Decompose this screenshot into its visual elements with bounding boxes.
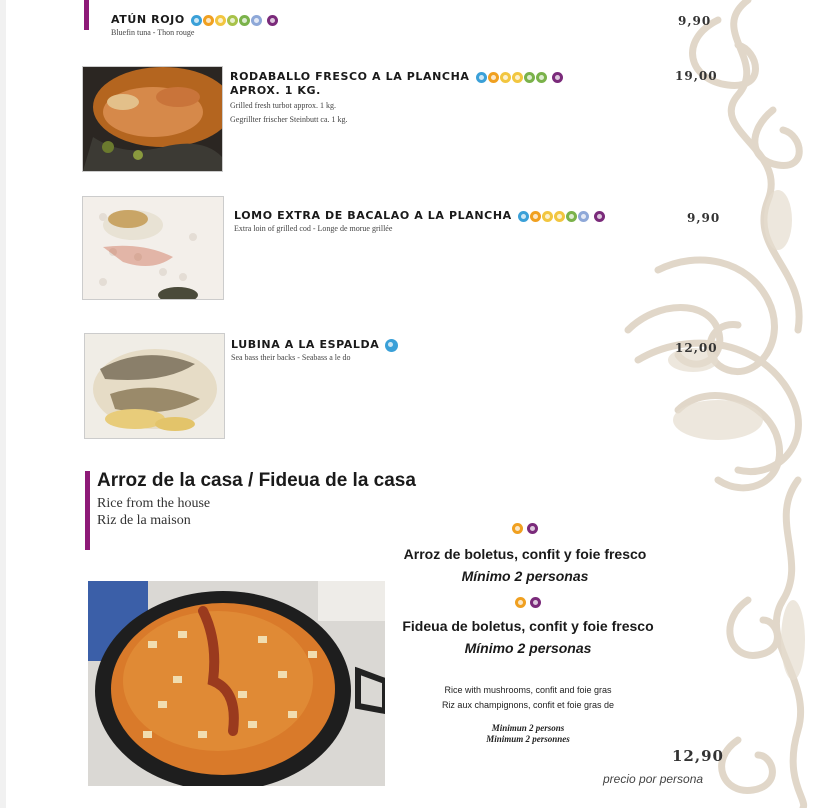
turbot-photo: [82, 66, 223, 172]
item-price: 9,90: [687, 211, 721, 225]
milk-icon: [578, 211, 589, 222]
section-subtitle-fr: Riz de la maison: [97, 513, 191, 528]
section-title: Arroz de la casa / Fideua de la casa: [97, 470, 416, 491]
allergen-icons: [385, 338, 399, 352]
menu-item: [230, 70, 564, 125]
gluten-icon: [524, 72, 535, 83]
rice-dish-title: Arroz de boletus, confit y foie fresco: [403, 546, 647, 562]
left-edge: [0, 0, 6, 808]
egg-icon: [512, 523, 523, 534]
gluten-icon: [566, 211, 577, 222]
egg-icon: [203, 15, 214, 26]
item-description: Sea bass their backs - Seabass a le do: [231, 352, 351, 362]
allergen-icons: [395, 520, 655, 538]
menu-item: [231, 338, 399, 363]
fish-icon: [518, 211, 529, 222]
sulphite-icon: [267, 15, 278, 26]
mustard-icon: [542, 211, 553, 222]
item-name: RODABALLO FRESCO A LA PLANCHA: [230, 70, 564, 84]
item-description-de: Gegrillter frischer Steinbutt ca. 1 kg.: [230, 114, 348, 124]
item-description: Grilled fresh turbot approx. 1 kg.: [230, 100, 336, 110]
celery-icon: [512, 72, 523, 83]
egg-icon: [530, 211, 541, 222]
price-per-person: precio por persona: [603, 772, 704, 786]
fish-icon: [476, 72, 487, 83]
milk-icon: [536, 72, 547, 83]
egg-icon: [515, 597, 526, 608]
allergen-icons: [518, 210, 606, 223]
rice-dish-1: [395, 520, 655, 584]
celery-icon: [227, 15, 238, 26]
section-subtitle-en: Rice from the house: [97, 496, 211, 511]
item-name: LUBINA A LA ESPALDA: [231, 338, 399, 352]
fideua-dish-minimum: Mínimo 2 personas: [464, 640, 592, 656]
item-name: LOMO EXTRA DE BACALAO A LA PLANCHA: [234, 209, 606, 223]
menu-item: [111, 13, 279, 38]
allergen-icons: [191, 14, 279, 27]
rice-dish-2: [398, 594, 658, 656]
fish-icon: [191, 15, 202, 26]
celery-icon: [554, 211, 565, 222]
sulphite-icon: [594, 211, 605, 222]
rice-desc-en: Rice with mushrooms, confit and foie gras: [444, 685, 612, 695]
fideua-dish-title: Fideua de boletus, confit y foie fresco: [402, 618, 654, 634]
item-price: 12,00: [675, 341, 718, 355]
section-accent-bar: [85, 471, 90, 550]
item-price: 9,90: [678, 14, 712, 28]
rice-desc-fr: Riz aux champignons, confit et foie gras de: [441, 700, 615, 710]
sulphite-icon: [527, 523, 538, 534]
item-name: ATÚN ROJO: [111, 13, 279, 27]
paella-photo: [88, 581, 385, 786]
rice-translations: [398, 685, 658, 745]
accent-bar: [84, 0, 89, 30]
item-name-line2: APROX. 1 KG.: [230, 83, 321, 97]
rice-dish-minimum: Mínimo 2 personas: [461, 568, 589, 584]
mustard-icon: [215, 15, 226, 26]
section-header: [97, 470, 416, 529]
allergen-icons: [476, 71, 564, 84]
item-description: Bluefin tuna - Thon rouge: [111, 27, 195, 37]
menu-item: [234, 209, 606, 234]
seabass-photo: [84, 333, 225, 439]
sulphite-icon: [530, 597, 541, 608]
egg-icon: [488, 72, 499, 83]
milk-icon: [251, 15, 262, 26]
item-description: Extra loin of grilled cod - Longe de morue grillée: [234, 223, 393, 233]
mustard-icon: [500, 72, 511, 83]
sulphite-icon: [552, 72, 563, 83]
rice-min-en: Minimun 2 persons: [491, 723, 565, 733]
allergen-icons: [398, 594, 658, 612]
rice-price: 12,90: [672, 747, 724, 765]
item-price: 19,00: [675, 69, 718, 83]
cod-photo: [82, 196, 224, 300]
gluten-icon: [239, 15, 250, 26]
rice-min-fr: Minimum 2 personnes: [486, 734, 570, 744]
fish-icon: [385, 339, 398, 352]
